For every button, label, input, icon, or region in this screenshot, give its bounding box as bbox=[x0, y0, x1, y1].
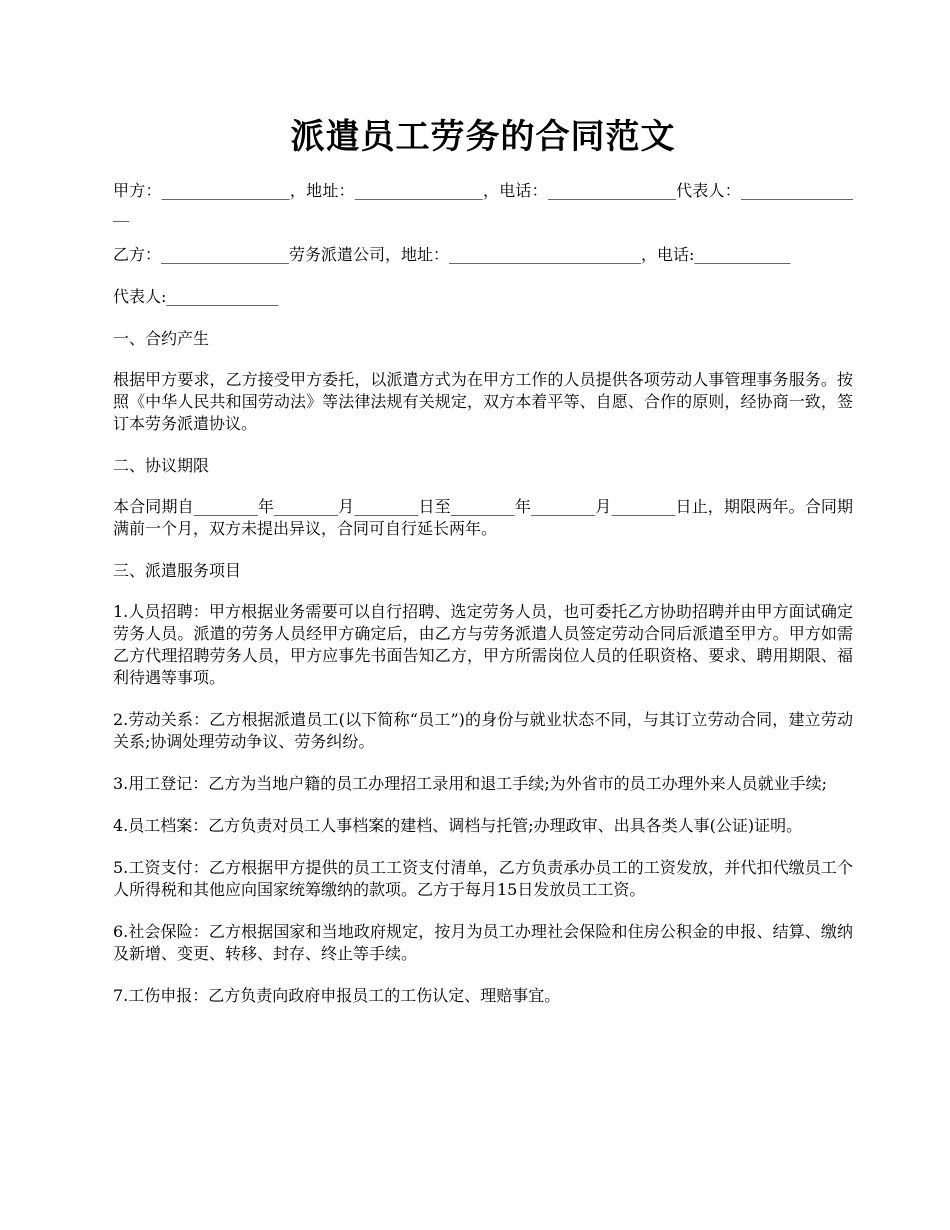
section-heading-1: 一、合约产生 bbox=[113, 329, 210, 348]
document-title: 派遣员工劳务的合同范文 bbox=[290, 117, 676, 157]
clause-recruitment: 1.人员招聘：甲方根据业务需要可以自行招聘、选定劳务人员，也可委托乙方协助招聘并由甲方面试确定劳务人员。派遣的劳务人员经甲方确定后，由乙方与劳务派遣人员签定劳动合同后派遣至甲方。甲方如需乙方代理招聘劳务人员，甲方应事先书面告知乙方，甲方所需岗位人员的任职资格、要求、聘用期限、福利待遇等事项。 bbox=[113, 602, 853, 687]
section-heading-3: 三、派遣服务项目 bbox=[113, 561, 242, 580]
party-b-representative: 代表人:______________ bbox=[113, 287, 279, 306]
document-page bbox=[113, 110, 853, 1027]
clause-work-injury: 7.工伤申报：乙方负责向政府申报员工的工伤认定、理赔事宜。 bbox=[113, 986, 561, 1005]
party-a-info: 甲方：________________，地址：________________，电话：________________代表人：________________ bbox=[113, 181, 853, 222]
clause-employee-files: 4.员工档案：乙方负责对员工人事档案的建档、调档与托管;办理政审、出具各类人事(公证)证明。 bbox=[113, 816, 803, 835]
section-heading-2: 二、协议期限 bbox=[113, 456, 210, 475]
section-2-body: 本合同期自________年________月________日至________年________月________日止，期限两年。合同期满前一个月，双方未提出异议，合同可自行延长两年。 bbox=[113, 497, 853, 538]
clause-employment-registration: 3.用工登记：乙方为当地户籍的员工办理招工录用和退工手续;为外省市的员工办理外来人员就业手续; bbox=[113, 774, 828, 793]
clause-labor-relations: 2.劳动关系：乙方根据派遣员工(以下简称“员工”)的身份与就业状态不同，与其订立劳动合同，建立劳动关系;协调处理劳动争议、劳务纠纷。 bbox=[113, 710, 853, 751]
party-b-info: 乙方：________________劳务派遣公司，地址：________________________，电话:____________ bbox=[113, 245, 791, 264]
clause-social-insurance: 6.社会保险：乙方根据国家和当地政府规定，按月为员工办理社会保险和住房公积金的申报、结算、缴纳及新增、变更、转移、封存、终止等手续。 bbox=[113, 922, 853, 963]
section-1-body: 根据甲方要求，乙方接受甲方委托，以派遣方式为在甲方工作的人员提供各项劳动人事管理事务服务。按照《中华人民共和国劳动法》等法律法规有关规定，双方本着平等、自愿、合作的原则，经协商一致，签订本劳务派遣协议。 bbox=[113, 370, 853, 433]
clause-wage-payment: 5.工资支付：乙方根据甲方提供的员工工资支付清单，乙方负责承办员工的工资发放，并代扣代缴员工个人所得税和其他应向国家统筹缴纳的款项。乙方于每月15日发放员工工资。 bbox=[113, 858, 853, 899]
